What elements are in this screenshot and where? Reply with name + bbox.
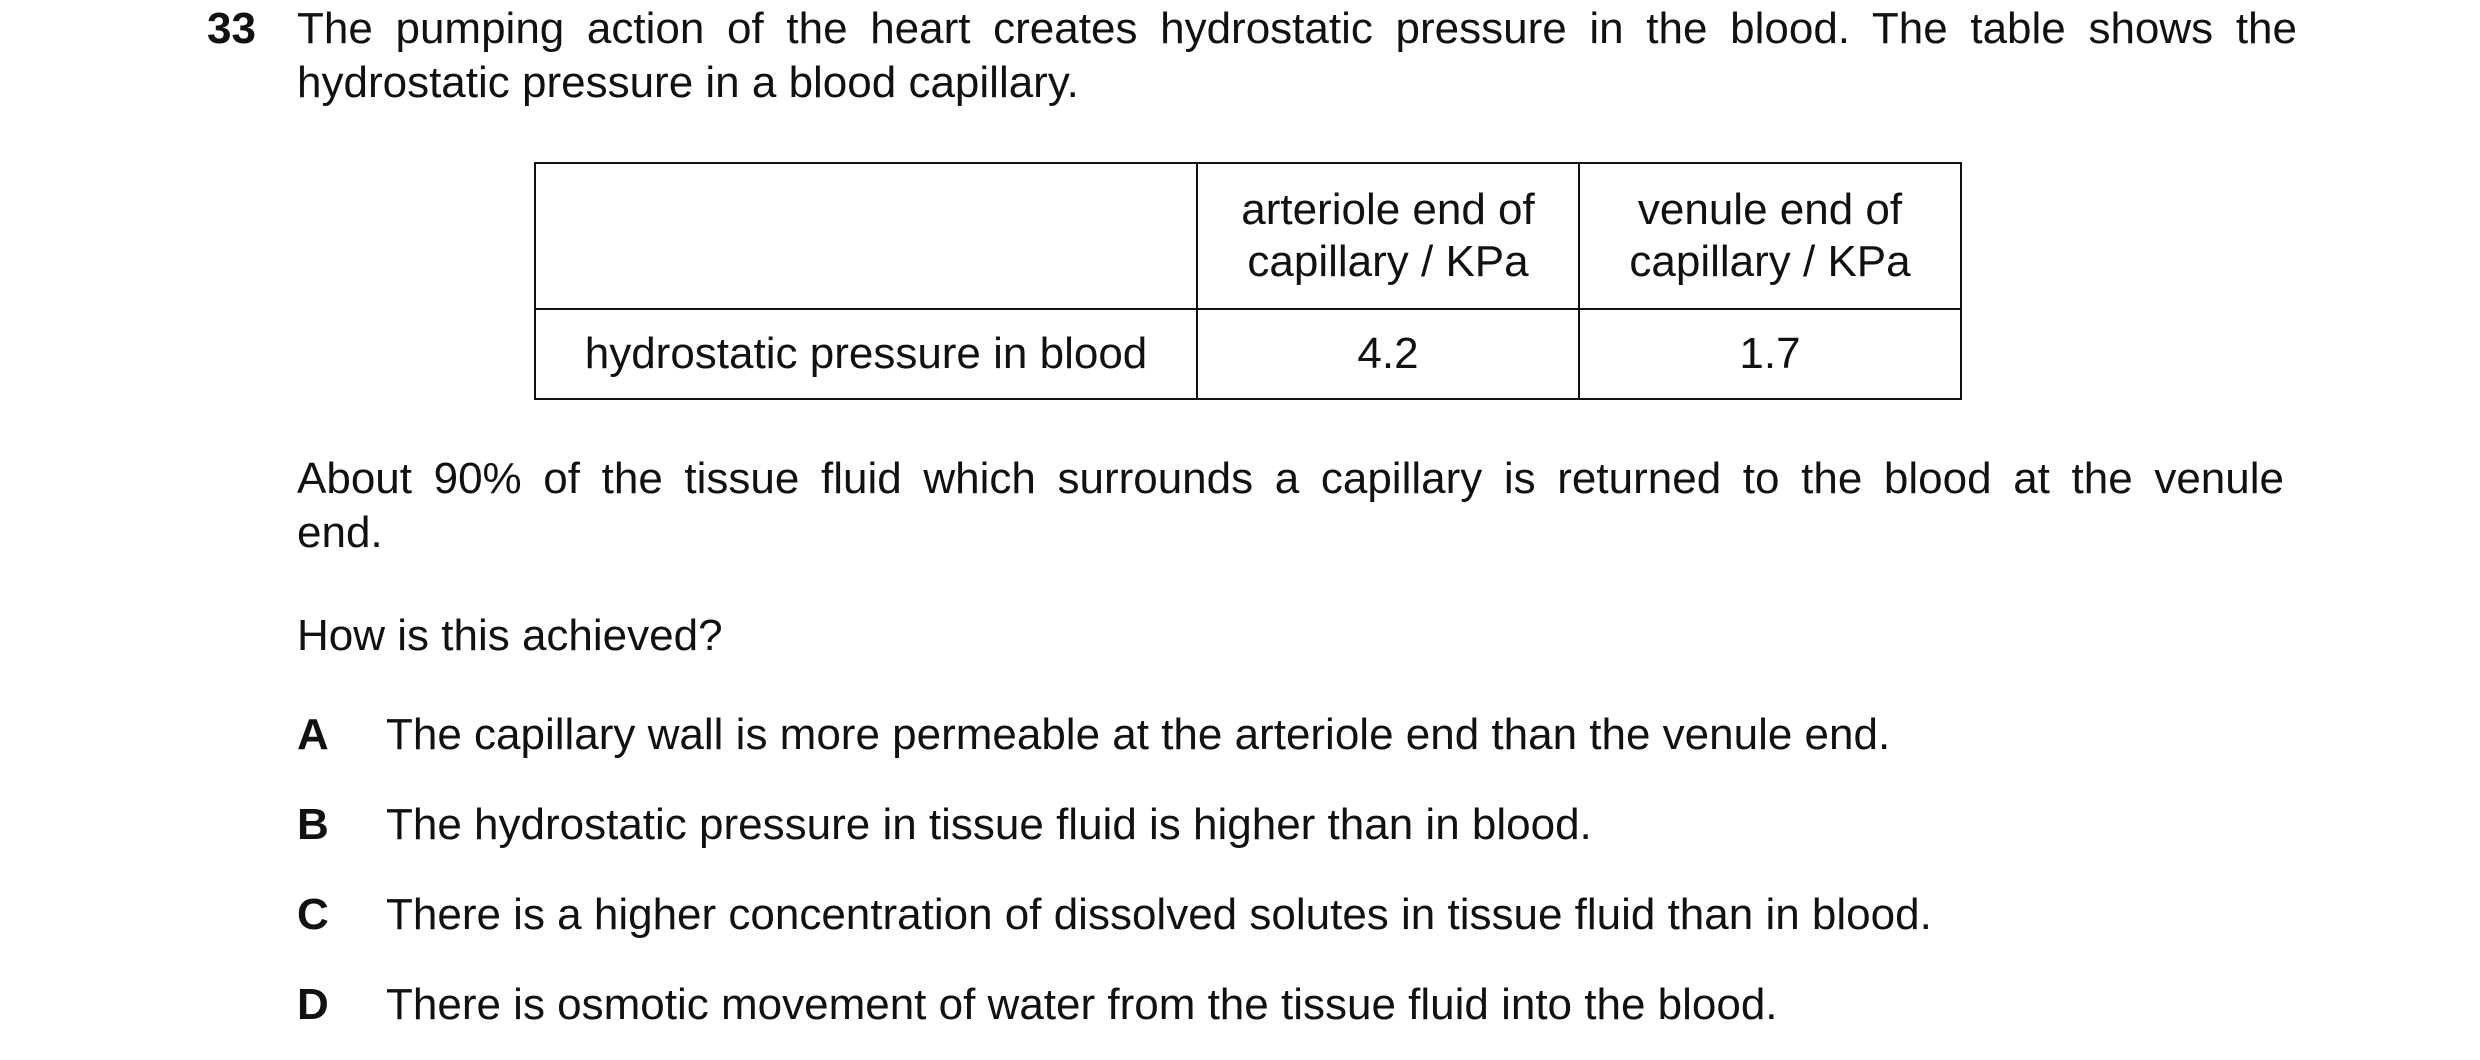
option-b[interactable] [297, 798, 1592, 852]
context-paragraph [297, 452, 2284, 560]
option-a[interactable] [297, 708, 1890, 762]
table-header-arteriole [1197, 163, 1579, 309]
table-row [535, 309, 1961, 399]
option-c-letter: C [297, 890, 329, 939]
question-stem-line-2: hydrostatic pressure in a blood capillary. [297, 58, 1079, 107]
table-header-arteriole-line-2: capillary / KPa [1247, 237, 1529, 286]
option-a-letter: A [297, 710, 329, 759]
table-header-venule-line-2: capillary / KPa [1629, 237, 1911, 286]
table-header-empty [535, 163, 1197, 309]
option-a-text: The capillary wall is more permeable at the arteriole end than the venule end. [386, 710, 1891, 759]
context-paragraph-line-2: end. [297, 508, 383, 557]
context-paragraph-line-1: About 90% of the tissue fluid which surrounds a capillary is returned to the blood at the venule [297, 454, 2284, 503]
question-number: 33 [207, 4, 256, 53]
option-b-text: The hydrostatic pressure in tissue fluid is higher than in blood. [386, 800, 1592, 849]
question-prompt: How is this achieved? [297, 611, 723, 660]
table-cell-arteriole-value: 4.2 [1197, 309, 1579, 399]
option-c-text: There is a higher concentration of dissolved solutes in tissue fluid than in blood. [386, 890, 1932, 939]
question-stem [297, 2, 2297, 110]
option-d[interactable] [297, 978, 1778, 1032]
table-row-label: hydrostatic pressure in blood [535, 309, 1197, 399]
table-header-venule [1579, 163, 1961, 309]
table-cell-venule-value: 1.7 [1579, 309, 1961, 399]
table-header-row [535, 163, 1961, 309]
pressure-table [534, 162, 1962, 400]
option-d-text: There is osmotic movement of water from the tissue fluid into the blood. [386, 980, 1778, 1029]
option-c[interactable] [297, 888, 1932, 942]
option-b-letter: B [297, 800, 329, 849]
table-header-arteriole-line-1: arteriole end of [1241, 185, 1535, 234]
option-d-letter: D [297, 980, 329, 1029]
question-stem-line-1: The pumping action of the heart creates hydrostatic pressure in the blood. The table shows the [297, 4, 2297, 53]
table-header-venule-line-1: venule end of [1637, 185, 1903, 234]
